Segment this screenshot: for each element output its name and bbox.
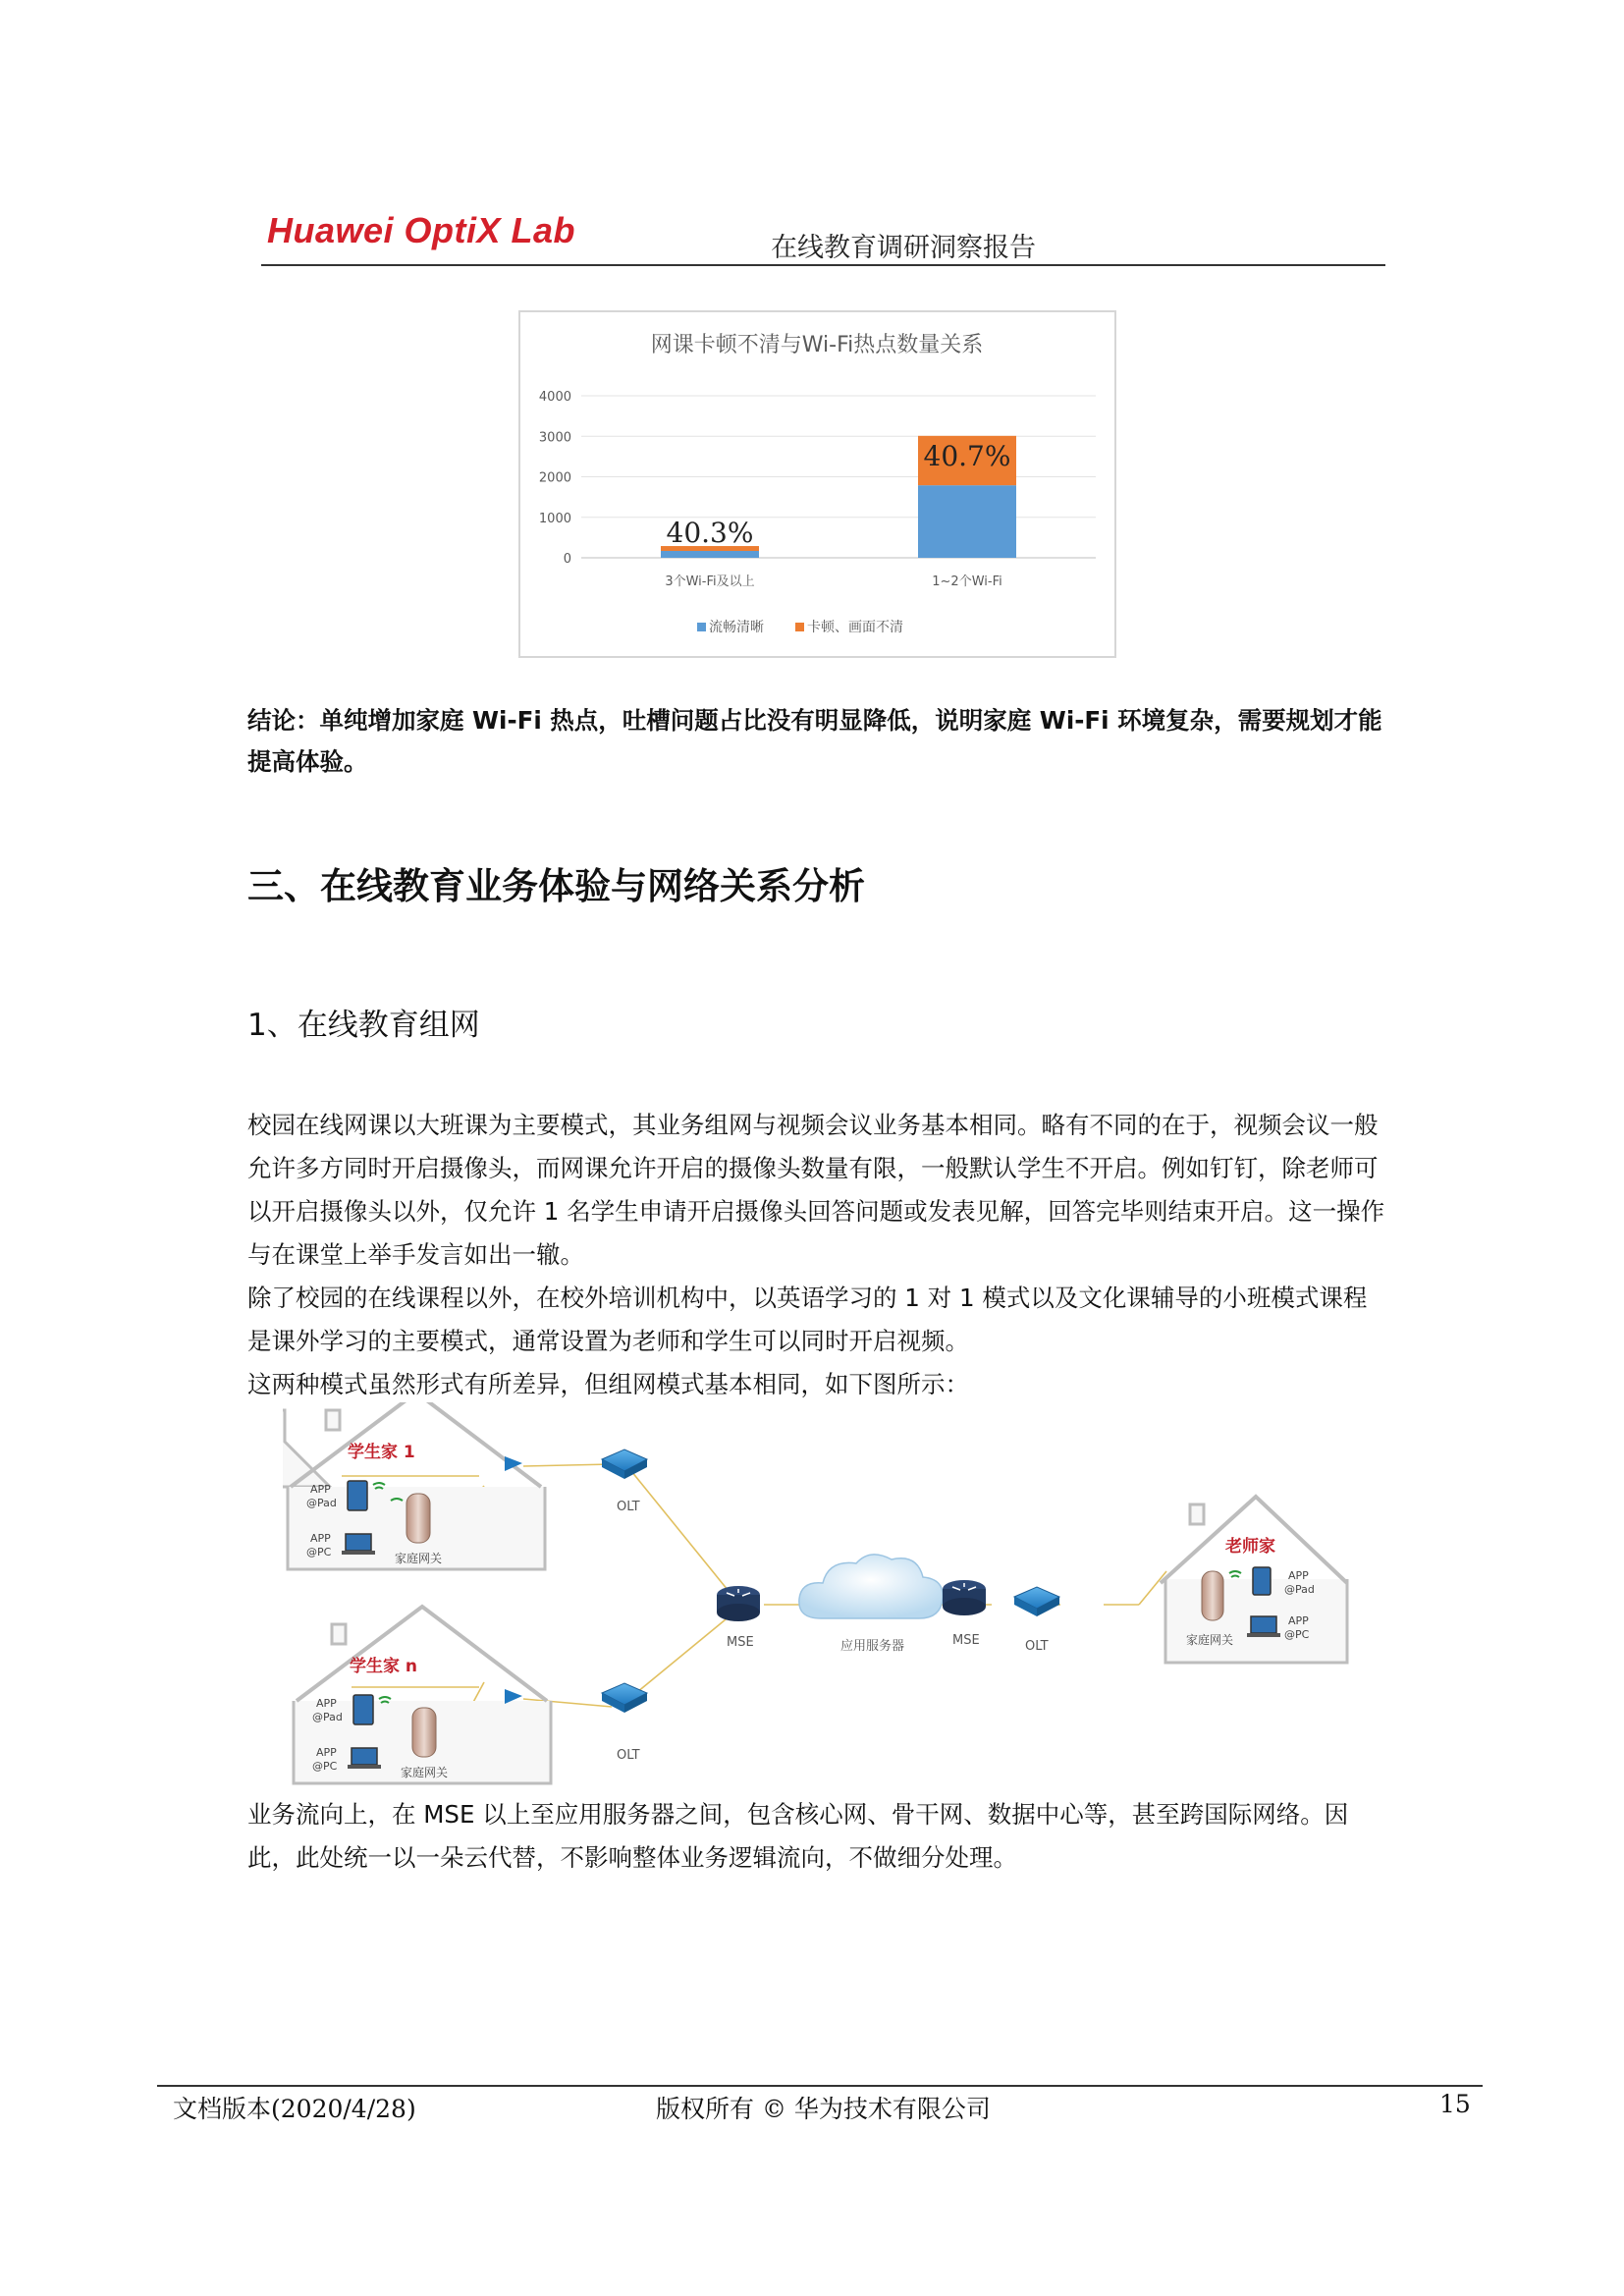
tablet-icon: [353, 1695, 373, 1724]
app-pad-label: APP: [1288, 1569, 1309, 1582]
conclusion-text: 结论：单纯增加家庭 Wi-Fi 热点，吐槽问题占比没有明显降低，说明家庭 Wi-Fi 环境复杂，需要规划才能提高体验。: [247, 706, 1382, 776]
student-home-1-label: 学生家 1: [348, 1443, 415, 1462]
paragraph-campus: 校园在线网课以大班课为主要模式，其业务组网与视频会议业务基本相同。略有不同的在于，视频会议一般允许多方同时开启摄像头，而网课允许开启的摄像头数量有限，一般默认学生不开启。例如钉钉，除老师可以开启摄像头以外，仅允许 1 名学生申请开启摄像头回答问题或发表见解，回答完毕则结束开启。这一操作与在课堂上举手发言如出一辙。: [247, 1111, 1385, 1269]
laptop-icon: [1251, 1616, 1276, 1633]
y-tick-label: 2000: [538, 470, 571, 486]
sub-heading: 1、在线教育组网: [247, 1008, 480, 1043]
app-pc-label: @PC: [312, 1760, 338, 1773]
bar-data-label: 40.7%: [923, 439, 1011, 472]
chart-title: 网课卡顿不清与Wi-Fi热点数量关系: [650, 333, 984, 357]
teacher-home: [1161, 1497, 1347, 1663]
y-tick-label: 3000: [538, 430, 571, 446]
app-server-label: 应用服务器: [840, 1639, 905, 1654]
mse-label: MSE: [727, 1635, 754, 1650]
network-diagram: [283, 1402, 1363, 1785]
mse-left: [717, 1586, 760, 1650]
home-gateway-label: 家庭网关: [395, 1552, 443, 1565]
wifi-icon: [1229, 1571, 1241, 1577]
y-tick-label: 0: [563, 552, 571, 567]
app-pc-label: APP: [1288, 1614, 1309, 1627]
chart-canvas: [520, 312, 1114, 656]
footer-version: 文档版本(2020/4/28): [173, 2095, 416, 2123]
student-home-1: [283, 1402, 545, 1569]
home-gateway-icon: [412, 1708, 436, 1757]
teacher-home-label: 老师家: [1225, 1537, 1275, 1557]
legend-swatch: [795, 623, 804, 631]
header-divider: [261, 264, 1385, 266]
document-title: 在线教育调研洞察报告: [771, 233, 1036, 263]
app-pc-label: APP: [316, 1746, 337, 1759]
olt-label: OLT: [617, 1500, 640, 1514]
mse-label: MSE: [952, 1633, 980, 1648]
app-pc-label: @PC: [306, 1546, 332, 1558]
y-tick-label: 1000: [538, 511, 571, 526]
footer-divider: [157, 2085, 1483, 2087]
wifi-chart: [518, 310, 1116, 658]
wifi-icon: [379, 1697, 391, 1703]
cloud-icon: [799, 1555, 943, 1654]
app-pad-label: APP: [316, 1697, 337, 1710]
olt-lower: [602, 1683, 647, 1763]
olt-label: OLT: [617, 1748, 640, 1763]
x-category-label: 1~2个Wi-Fi: [932, 574, 1002, 589]
app-pad-label: @Pad: [1284, 1583, 1315, 1596]
after-diagram-paragraph: 业务流向上，在 MSE 以上至应用服务器之间，包含核心网、骨干网、数据中心等，甚至跨国际网络。因此，此处统一以一朵云代替，不影响整体业务逻辑流向，不做细分处理。: [247, 1800, 1349, 1872]
bar-segment: [661, 551, 759, 558]
footer-copyright: 版权所有 © 华为技术有限公司: [656, 2095, 991, 2123]
olt-right: [1014, 1587, 1059, 1654]
laptop-icon: [352, 1748, 377, 1765]
section-heading: 三、在线教育业务体验与网络关系分析: [247, 865, 865, 907]
paragraph-training: 除了校园的在线课程以外，在校外培训机构中，以英语学习的 1 对 1 模式以及文化课辅导的小班模式课程是课外学习的主要模式，通常设置为老师和学生可以同时开启视频。: [247, 1284, 1368, 1355]
mse-right: [943, 1580, 986, 1648]
app-pc-label: APP: [310, 1532, 331, 1545]
home-gateway-label: 家庭网关: [401, 1766, 449, 1779]
olt-label: OLT: [1025, 1639, 1049, 1654]
x-category-label: 3个Wi-Fi及以上: [665, 574, 755, 589]
wifi-icon: [373, 1483, 385, 1489]
tablet-icon: [1253, 1567, 1271, 1595]
app-pad-label: @Pad: [312, 1711, 343, 1723]
legend-swatch: [697, 623, 706, 631]
laptop-icon: [346, 1534, 371, 1551]
app-pad-label: APP: [310, 1483, 331, 1496]
bar-data-label: 40.3%: [666, 517, 754, 550]
y-tick-label: 4000: [538, 390, 571, 405]
brand-logo: Huawei OptiX Lab: [267, 210, 576, 250]
paragraph-network-intro: 这两种模式虽然形式有所差异，但组网模式基本相同，如下图所示：: [247, 1370, 969, 1398]
legend-label: 卡顿、画面不清: [807, 620, 903, 635]
app-pad-label: @Pad: [306, 1497, 337, 1509]
legend-label: 流畅清晰: [709, 620, 764, 635]
bar-segment: [918, 485, 1016, 558]
tablet-icon: [348, 1481, 367, 1510]
app-pc-label: @PC: [1284, 1628, 1310, 1641]
body-paragraphs: [247, 1104, 1386, 1406]
student-home-n-label: 学生家 n: [350, 1657, 418, 1676]
page-number: 15: [1439, 2090, 1471, 2118]
home-gateway-icon: [406, 1494, 430, 1543]
home-gateway-icon: [1202, 1571, 1223, 1620]
home-gateway-label: 家庭网关: [1186, 1633, 1234, 1647]
